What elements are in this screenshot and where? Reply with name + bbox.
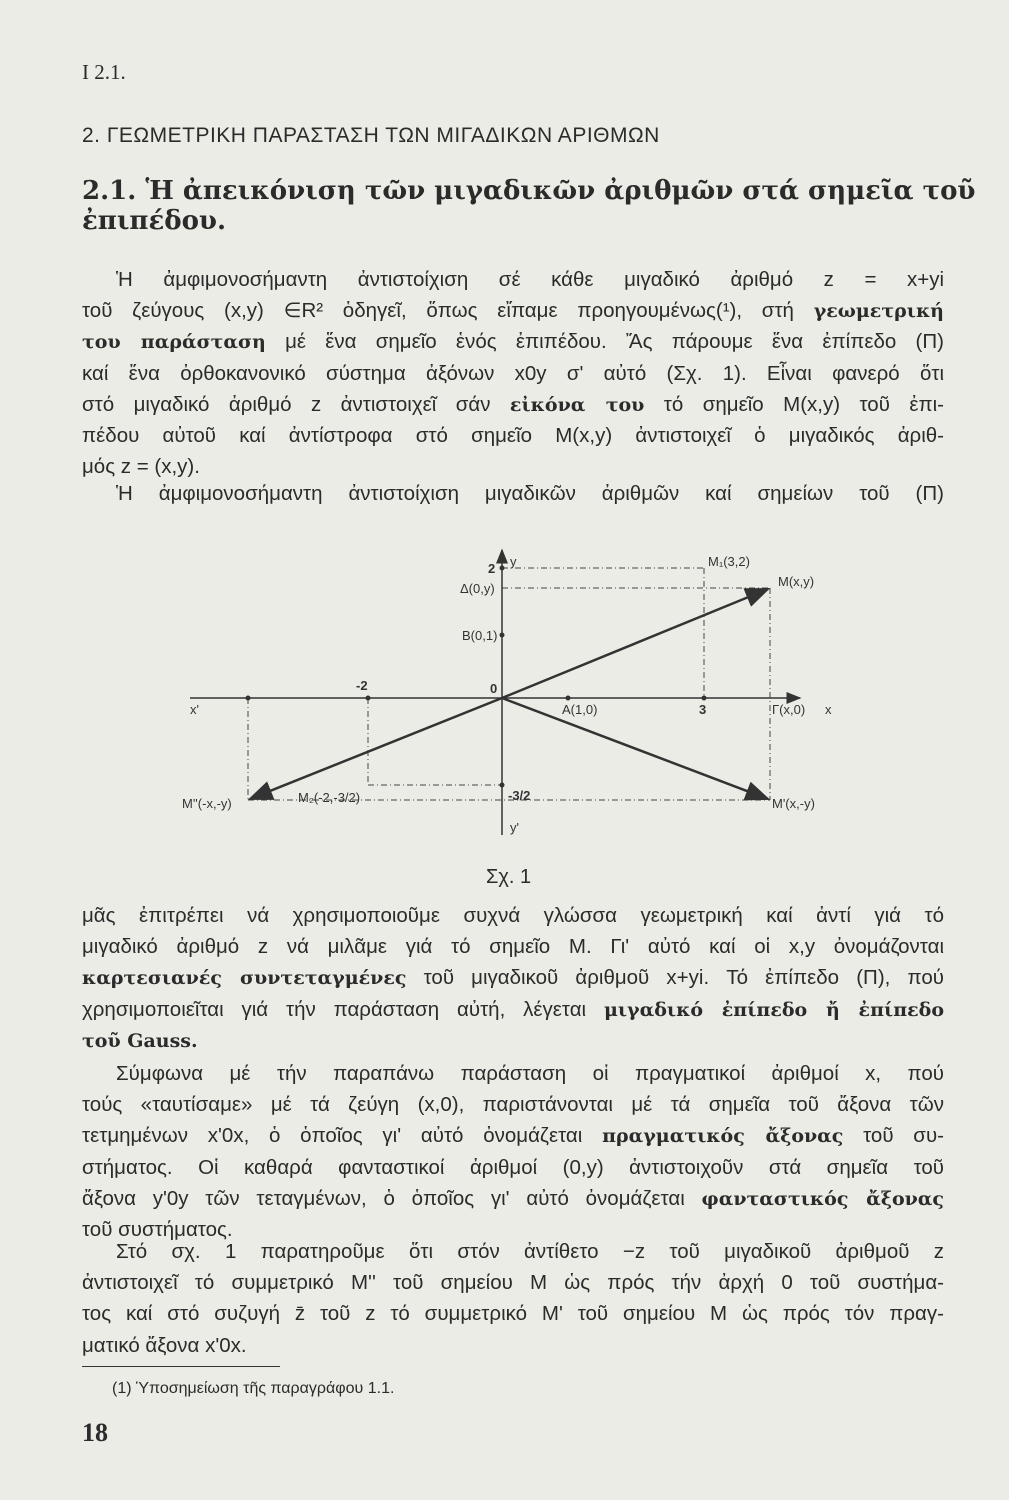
label-M2: M₂(-2,-3/2) [298, 790, 361, 805]
bold-term: φανταστικός ἄξονας [701, 1187, 944, 1210]
text-line [82, 995, 944, 1025]
guide-lines [248, 568, 770, 800]
subsection-title-line-2: ἐπιπέδου. [82, 206, 227, 236]
label-M-double-prime: M''(-x,-y) [182, 796, 232, 811]
points [246, 566, 707, 788]
bold-term: γεωμετρική [813, 300, 944, 323]
text-segment: χρησιμοποιεῖται γιά τήν παράσταση αὐτή, λέγεται [82, 997, 604, 1021]
text-segment: ἀντιστοιχεῖ τό συμμετρικό Μ'' τοῦ σημείου Μ ὡς πρός τήν ἀρχή 0 τοῦ συστήμα- [82, 1271, 944, 1295]
text-segment: τοῦ συ- [843, 1124, 944, 1148]
text-segment: στήματος. Οἱ καθαρά φανταστικοί ἀριθμοί (0,y) ἀντιστοιχοῦν στά σημεῖα τοῦ [82, 1155, 944, 1179]
text-segment: ἄξονα y'0y τῶν τεταγμένων, ὁ ὁποῖος γι' αὐτό ὀνομάζεται [82, 1186, 702, 1210]
bold-term: του παράσταση [82, 331, 266, 354]
page-number: 18 [82, 1418, 108, 1447]
text-line [116, 1059, 944, 1089]
label-y: y [510, 554, 517, 569]
text-segment: τοῦ μιγαδικοῦ ἀριθμοῦ x+yi. Τό ἐπίπεδο (Π), πού [406, 966, 944, 990]
label-3: 3 [699, 702, 707, 717]
text-line [82, 1184, 944, 1214]
bold-term: καρτεσιανές συντεταγμένες [82, 967, 407, 990]
bold-term: μιγαδικό ἐπίπεδο ἤ ἐπίπεδο [603, 998, 944, 1021]
text-segment: Σύμφωνα μέ τήν παραπάνω παράσταση οἱ πραγματικοί ἀριθμοί x, πού [116, 1062, 944, 1085]
label-2: 2 [488, 561, 496, 576]
text-segment: τοῦ συστήματος. [82, 1218, 233, 1241]
text-segment: μᾶς ἐπιτρέπει νά χρησιμοποιοῦμε συχνά γλώσσα γεωμετρική καί ἀντί γιά τό [82, 904, 944, 927]
text-segment: μέ ἕνα σημεῖο ἑνός ἐπιπέδου. Ἄς πάρουμε ἕνα ἐπίπεδο (Π) [265, 330, 944, 354]
text-segment: τετμημένων x'0x, ὁ ὁποῖος γι' αὐτό ὀνομάζεται [82, 1124, 603, 1148]
text-segment: τούς «ταυτίσαμε» μέ τά ζεύγη (x,0), παριστάνονται μέ τά σημεῖα τοῦ ἄξονα τῶν [82, 1093, 944, 1117]
text-segment: μιγαδικό ἀριθμό z νά μιλᾶμε γιά τό σημεῖο Μ. Γι' αὐτό καί οἱ x,y ὀνομάζονται [82, 935, 944, 959]
text-line [116, 1237, 944, 1267]
text-segment: καί ἕνα ὀρθοκανονικό σύστημα ἀξόνων x0y σ' αὐτό (Σχ. 1). Εἶναι φανερό ὅτι [82, 361, 944, 385]
section-reference: I 2.1. [82, 60, 126, 84]
bold-term: τοῦ Gauss. [82, 1029, 198, 1052]
text-segment: τος καί στό συζυγή z̄ τοῦ z τό συμμετρικό Μ' τοῦ σημείου Μ ὡς πρός τόν πραγ- [82, 1302, 944, 1326]
text-segment: Ἡ ἀμφιμονοσήμαντη ἀντιστοίχιση σέ κάθε μιγαδικό ἀριθμό z = x+yi [116, 268, 944, 291]
text-line [82, 1268, 944, 1298]
vector-M-prime [502, 698, 768, 799]
text-segment: Ἡ ἀμφιμονοσήμαντη ἀντιστοίχιση μιγαδικῶν ἀριθμῶν καί σημείων τοῦ (Π) [116, 482, 944, 505]
label-A: A(1,0) [562, 702, 598, 717]
label-M1: M₁(3,2) [708, 554, 750, 569]
text-segment: Στό σχ. 1 παρατηροῦμε ὅτι στόν ἀντίθετο −z τοῦ μιγαδικοῦ ἀριθμοῦ z [116, 1240, 944, 1263]
text-line [82, 901, 944, 931]
text-line [82, 932, 944, 962]
bold-term: πραγματικός ἄξονας [602, 1125, 844, 1148]
section-title: 2. ΓΕΩΜΕΤΡΙΚΗ ΠΑΡΑΣΤΑΣΗ ΤΩΝ ΜΙΓΑΔΙΚΩΝ ΑΡΙΘΜΩΝ [82, 124, 660, 147]
text-line [82, 1331, 944, 1361]
text-line [82, 1153, 944, 1183]
text-segment: τό σημεῖο Μ(x,y) τοῦ ἐπι- [644, 392, 945, 416]
vector-M [502, 589, 768, 698]
label-x-prime: x' [190, 702, 199, 717]
bold-term: εἰκόνα του [509, 393, 645, 416]
text-segment: τοῦ ζεύγους (x,y) ∈R² ὁδηγεῖ, ὅπως εἴπαμε προηγουμένως(¹), στή [82, 299, 814, 323]
label-gamma: Γ(x,0) [772, 702, 806, 717]
label-delta: Δ(0,y) [460, 581, 495, 596]
figure-caption: Σχ. 1 [486, 866, 532, 888]
text-segment: ματικό ἄξονα x'0x. [82, 1333, 247, 1357]
label-B: B(0,1) [462, 628, 498, 643]
footnote-divider [82, 1366, 280, 1367]
label-minus-three-halves: -3/2 [508, 788, 531, 803]
label-x: x [825, 702, 832, 717]
label-y-prime: y' [510, 820, 519, 835]
label-minus-2: -2 [356, 678, 368, 693]
label-origin: 0 [490, 681, 498, 696]
text-line [82, 1090, 944, 1120]
subsection-title-line-1: 2.1. Ἡ ἀπεικόνιση τῶν μιγαδικῶν ἀριθμῶν στά σημεῖα τοῦ [82, 176, 976, 206]
vector-M-double-prime [250, 698, 502, 799]
label-M-prime: M'(x,-y) [772, 796, 815, 811]
text-line [82, 1026, 944, 1056]
text-segment: πέδου αὐτοῦ καί ἀντίστροφα στό σημεῖο Μ(x,y) ἀντιστοιχεῖ ὁ μιγαδικός ἀριθ- [82, 424, 944, 447]
text-line [82, 1121, 944, 1151]
footnote: (1) Ὑποσημείωση τῆς παραγράφου 1.1. [112, 1380, 395, 1397]
text-segment: μός z = (x,y). [82, 455, 200, 479]
text-line [82, 1299, 944, 1329]
text-segment: στό μιγαδικό ἀριθμό z ἀντιστοιχεῖ σάν [82, 392, 510, 416]
label-M: M(x,y) [778, 574, 815, 589]
text-line [82, 963, 944, 993]
